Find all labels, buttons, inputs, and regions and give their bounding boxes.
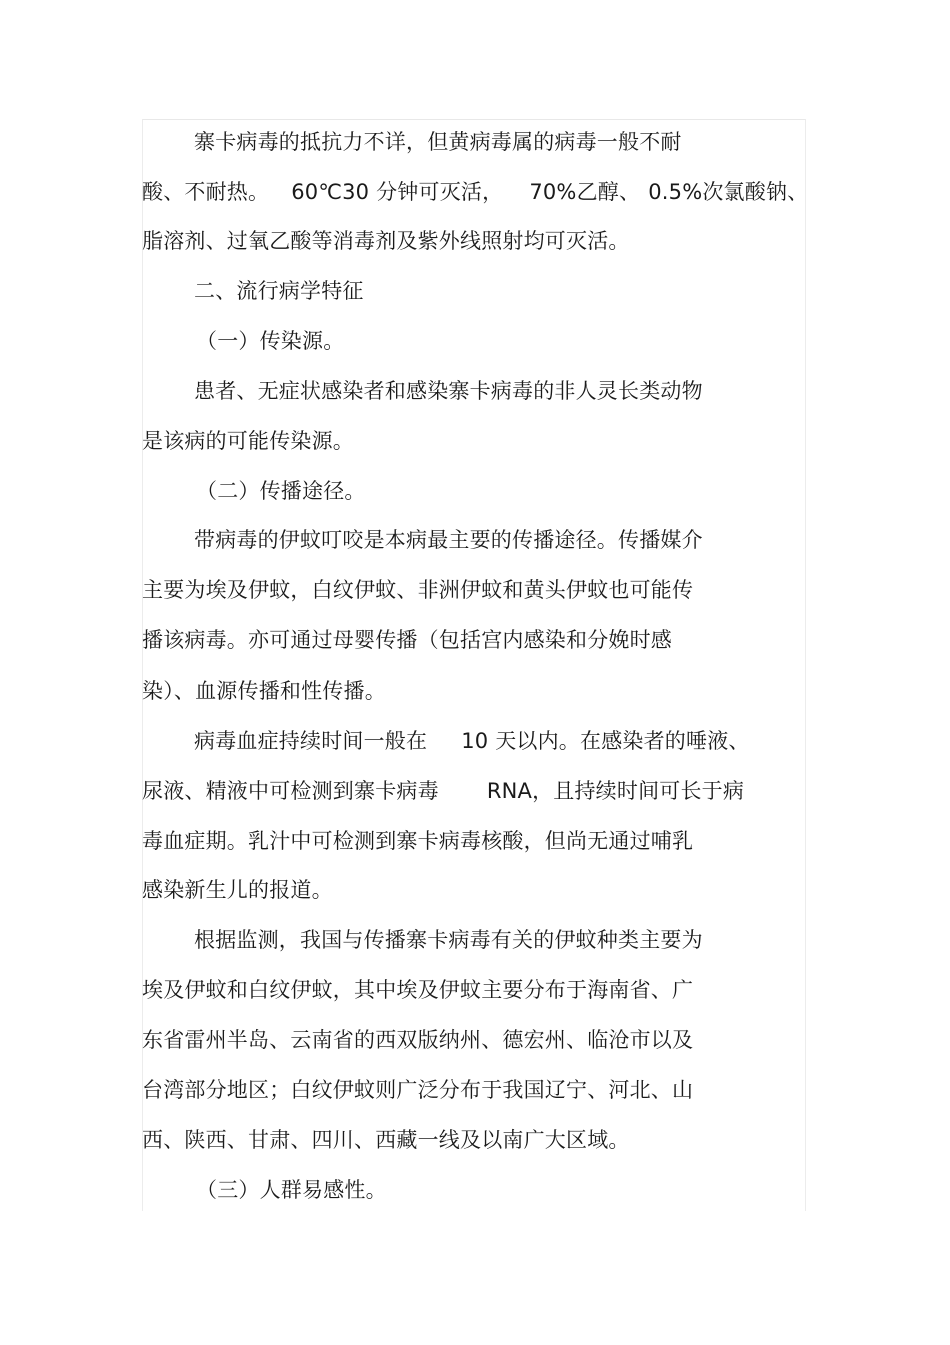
text-fragment: 病毒血症持续时间一般在 — [194, 729, 428, 753]
text-line: 根据监测，我国与传播寨卡病毒有关的伊蚊种类主要为 — [194, 928, 703, 952]
text-fragment: 酸、不耐热。 — [142, 180, 270, 204]
text-line: 西、陕西、甘肃、四川、西藏一线及以南广大区域。 — [142, 1128, 630, 1152]
text-fragment: 70%乙醇、 — [529, 180, 641, 204]
text-line: 台湾部分地区；白纹伊蚊则广泛分布于我国辽宁、河北、山 — [142, 1078, 694, 1102]
text-line: 东省雷州半岛、云南省的西双版纳州、德宏州、临沧市以及 — [142, 1028, 694, 1052]
text-line: 感染新生儿的报道。 — [142, 878, 333, 902]
subsection-heading: （三）人群易感性。 — [196, 1178, 387, 1202]
text-fragment: RNA，且持续时间可长于病 — [486, 779, 745, 803]
text-line: 患者、无症状感染者和感染寨卡病毒的非人灵长类动物 — [194, 379, 703, 403]
text-line: 脂溶剂、过氧乙酸等消毒剂及紫外线照射均可灭活。 — [142, 229, 630, 253]
text-line: 毒血症期。乳汁中可检测到寨卡病毒核酸，但尚无通过哺乳 — [142, 829, 694, 853]
subsection-heading: （二）传播途径。 — [196, 479, 366, 503]
text-line — [194, 726, 750, 756]
text-fragment: 60℃30 分钟可灭活， — [291, 180, 504, 204]
text-line: 埃及伊蚊和白纹伊蚊，其中埃及伊蚊主要分布于海南省、广 — [142, 978, 694, 1002]
text-fragment: 10 天以内。在感染者的唾液、 — [461, 729, 750, 753]
text-fragment: 0.5%次氯酸钠、 — [648, 180, 809, 204]
text-line: 寨卡病毒的抵抗力不详，但黄病毒属的病毒一般不耐 — [194, 130, 682, 154]
text-line: 主要为埃及伊蚊，白纹伊蚊、非洲伊蚊和黄头伊蚊也可能传 — [142, 578, 694, 602]
text-fragment: 尿液、精液中可检测到寨卡病毒 — [142, 779, 439, 803]
text-line: 带病毒的伊蚊叮咬是本病最主要的传播途径。传播媒介 — [194, 528, 703, 552]
text-line: 是该病的可能传染源。 — [142, 429, 354, 453]
text-line: 播该病毒。亦可通过母婴传播（包括宫内感染和分娩时感 — [142, 628, 672, 652]
subsection-heading: （一）传染源。 — [196, 329, 345, 353]
text-line: 染）、血源传播和性传播。 — [142, 679, 386, 703]
text-line — [142, 177, 808, 207]
text-line — [142, 776, 744, 806]
section-heading: 二、流行病学特征 — [194, 279, 364, 303]
